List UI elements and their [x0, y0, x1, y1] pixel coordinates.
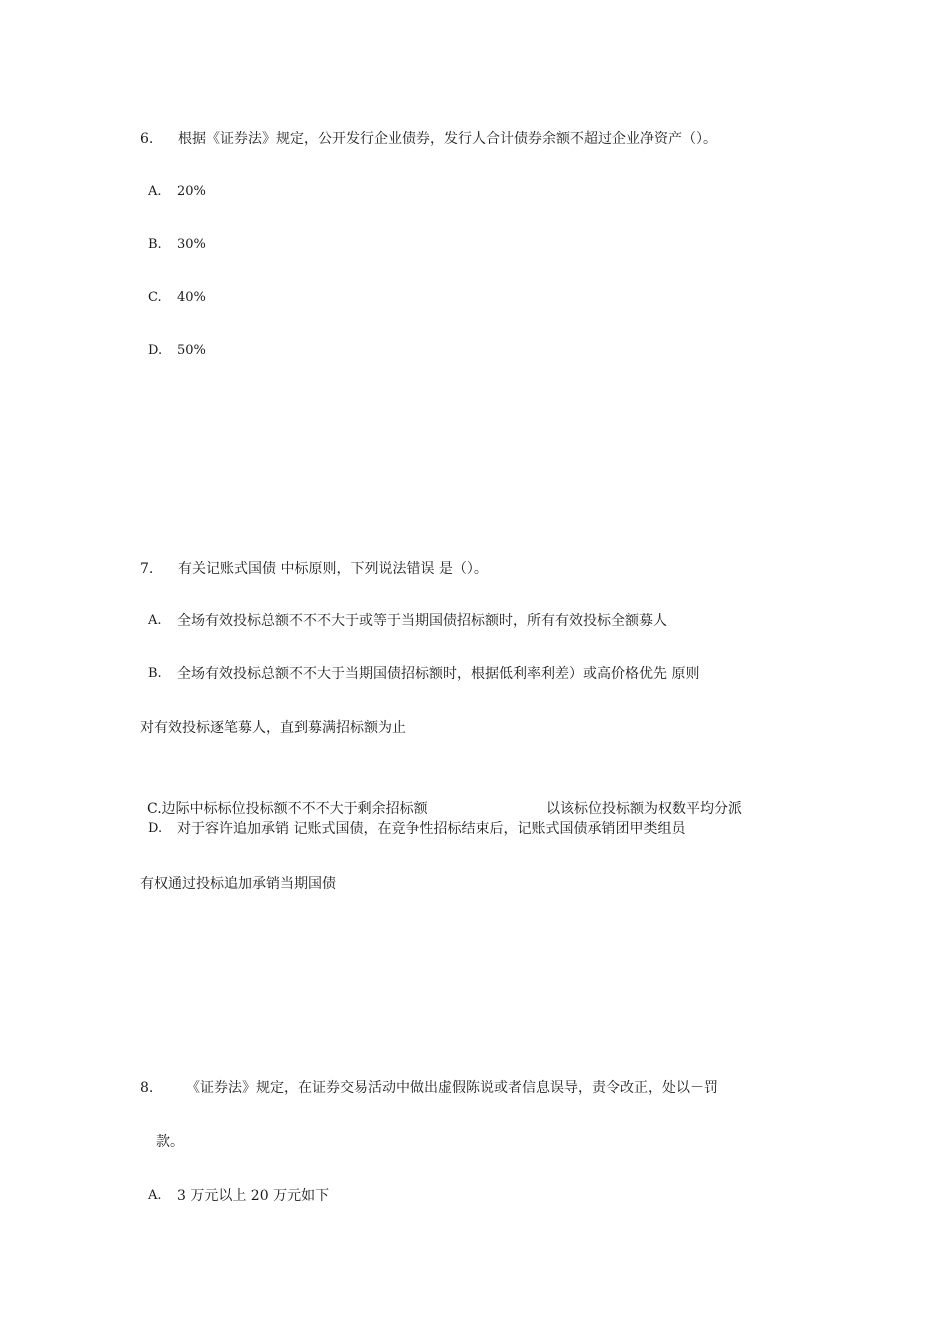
q8-number: 8. — [140, 1080, 154, 1096]
q7-option-d-text: 对于容许追加承销 记账式国债，在竞争性招标结束后，记账式国债承销团甲类组员 — [177, 821, 686, 837]
q8-continuation: 款。 — [156, 1134, 184, 1150]
q8-option-a-text: 3 万元以上 20 万元如下 — [177, 1188, 330, 1204]
q6-option-b-letter: B. — [148, 237, 162, 252]
q7-text: 有关记账式国债 中标原则，下列说法错误 是（）。 — [178, 561, 488, 577]
q6-option-d-letter: D. — [148, 343, 163, 358]
q7-option-a-letter: A. — [148, 613, 162, 628]
q7-option-d-letter: D. — [148, 821, 163, 836]
q7-option-b-letter: B. — [148, 666, 162, 681]
q6-number: 6. — [140, 131, 154, 147]
q7-number: 7. — [140, 561, 154, 577]
q7-option-a-text: 全场有效投标总额不不不大于或等于当期国债招标额时，所有有效投标全额募人 — [177, 613, 667, 629]
q8-text: 《证券法》规定，在证券交易活动中做出虚假陈说或者信息误导，责令改正，处以－罚 — [186, 1080, 718, 1096]
q6-text: 根据《证券法》规定，公开发行企业债券，发行人合计债券余额不超过企业净资产（）。 — [178, 131, 717, 147]
q6-option-a-text: 20% — [177, 184, 206, 199]
q6-option-b-text: 30% — [177, 237, 206, 252]
q8-option-a-letter: A. — [148, 1188, 162, 1203]
q6-option-c-text: 40% — [177, 290, 206, 305]
q6-option-c-letter: C. — [148, 290, 162, 305]
q7-option-d-continuation: 有权通过投标追加承销当期国债 — [140, 876, 336, 892]
q7-option-b-continuation: 对有效投标逐笔募人，直到募满招标额为止 — [140, 720, 406, 736]
q7-option-b-text: 全场有效投标总额不不大于当期国债招标额时，根据低利率利差）或高价格优先 原则 — [177, 666, 700, 682]
q6-option-d-text: 50% — [177, 343, 206, 358]
q7-option-c-text-left: C.边际中标标位投标额不不不大于剩余招标额 — [147, 801, 428, 817]
q6-option-a-letter: A. — [148, 184, 162, 199]
q7-option-c-text-right: 以该标位投标额为权数平均分派 — [546, 801, 742, 817]
